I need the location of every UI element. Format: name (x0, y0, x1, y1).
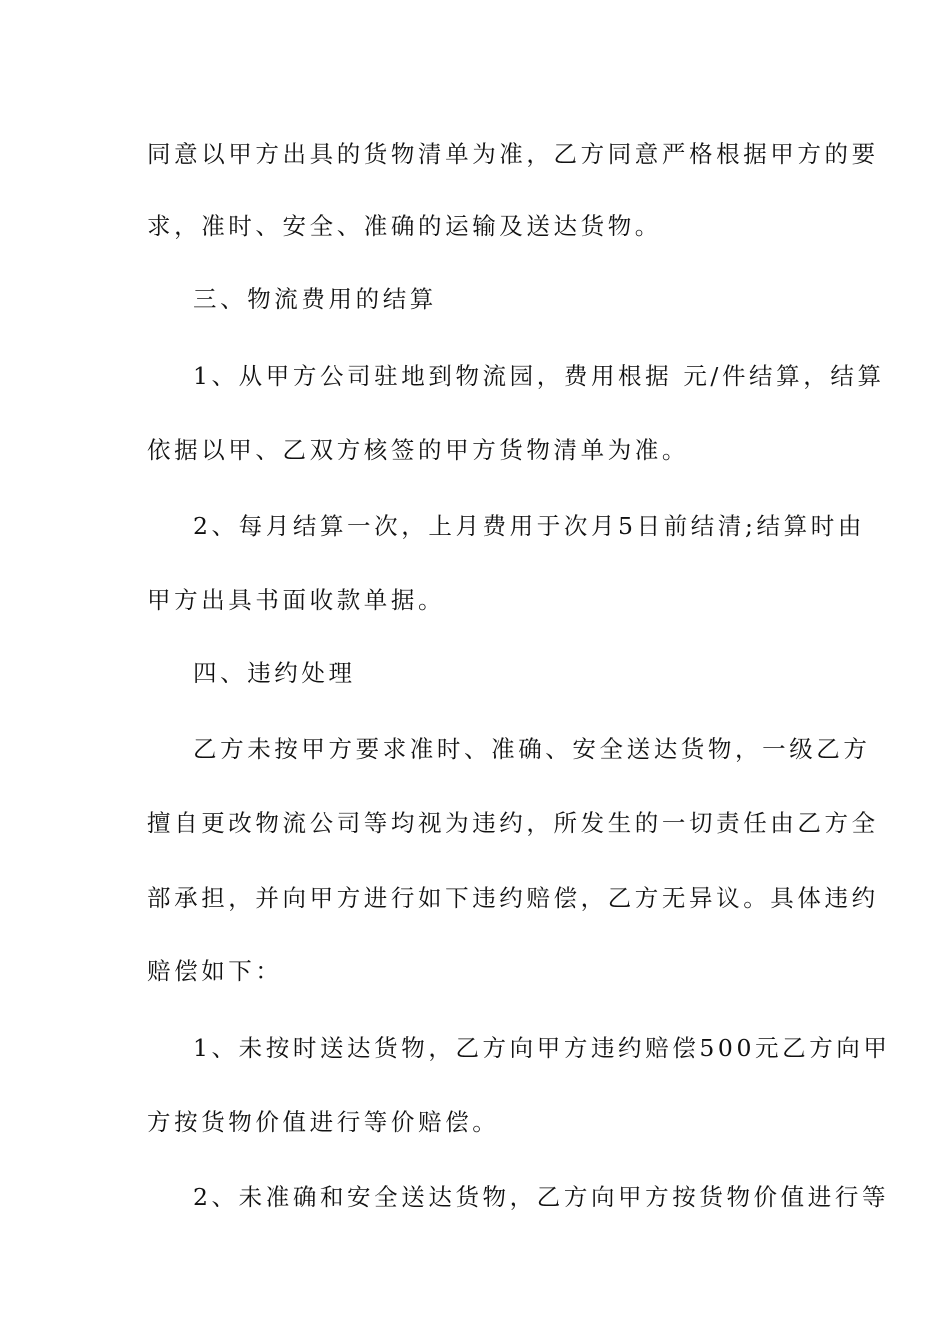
paragraph-line: 甲方出具书面收款单据。 (147, 586, 446, 614)
paragraph-line: 2、未准确和安全送达货物，乙方向甲方按货物价值进行等 (193, 1183, 890, 1211)
paragraph-line: 2、每月结算一次，上月费用于次月5日前结清;结算时由 (193, 512, 865, 540)
paragraph-line: 求，准时、安全、准确的运输及送达货物。 (147, 212, 662, 240)
paragraph-line: 赔偿如下： (147, 957, 283, 985)
section-heading: 三、物流费用的结算 (193, 285, 437, 313)
paragraph-line: 1、未按时送达货物，乙方向甲方违约赔偿500元乙方向甲 (193, 1034, 891, 1062)
section-heading: 四、违约处理 (193, 659, 356, 687)
paragraph-line: 擅自更改物流公司等均视为违约，所发生的一切责任由乙方全 (147, 809, 879, 837)
paragraph-line: 同意以甲方出具的货物清单为准，乙方同意严格根据甲方的要 (147, 140, 879, 168)
paragraph-line: 方按货物价值进行等价赔偿。 (147, 1108, 500, 1136)
paragraph-line: 依据以甲、乙双方核签的甲方货物清单为准。 (147, 436, 689, 464)
paragraph-line: 1、从甲方公司驻地到物流园，费用根据 元/件结算，结算 (193, 362, 885, 390)
paragraph-line: 乙方未按甲方要求准时、准确、安全送达货物，一级乙方 (193, 735, 871, 763)
paragraph-line: 部承担，并向甲方进行如下违约赔偿，乙方无异议。具体违约 (147, 884, 879, 912)
